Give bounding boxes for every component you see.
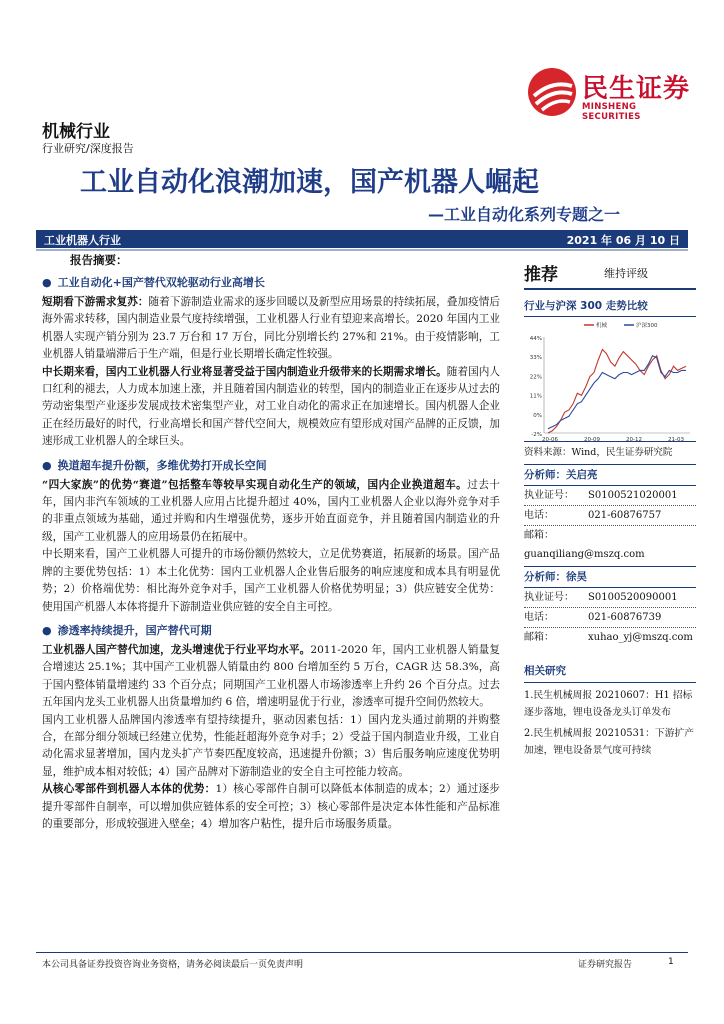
y-tick-label: -2% (531, 432, 542, 438)
summary-column (42, 252, 500, 833)
logo-en: MINSHENG SECURITIES (582, 102, 641, 122)
summary-paragraph: 中长期来看，国内工业机器人行业将显著受益于国内制造业升级带来的长期需求增长。随着国内人口红利的褪去，人力成本加速上涨，并且随着国内制造业的转型，国内的制造业正在逐步从过去的劳动密集型产业逐步发展成技术密集型产业，对工业自动化的需求正在加速增长。国内机器人企业正在经历最好的时代，行业高增长和国产替代空间大，规模效应有望形成对国产品牌的正反馈，加速形成工业机器人的全球巨头。 (42, 365, 501, 448)
bullet-icon: ● (42, 458, 52, 472)
logo-cn: 民生证券 (582, 74, 691, 104)
y-tick-label: 44% (529, 336, 542, 342)
bullet-icon: ● (42, 276, 52, 289)
analyst-title: 分析师：徐昊 (524, 566, 696, 588)
rating-box (524, 256, 696, 290)
analyst-2 (524, 566, 696, 647)
section-title-2: ● 换道超车提升份额，多维优势打开成长空间 (42, 458, 267, 472)
report-type: 行业研究/深度报告 (42, 142, 134, 155)
analyst-mail[interactable]: 邮箱： xuhao_yj@mszq.com (524, 632, 693, 643)
footer-rule (36, 952, 688, 953)
x-tick-label: 20-09 (584, 437, 600, 441)
trend-chart-svg (524, 317, 696, 441)
section-title-3: ● 渗透率持续提升，国产替代可期 (42, 623, 212, 637)
industry-name: 机械行业 (42, 122, 110, 142)
header-bar-shadow (36, 249, 688, 251)
y-tick-label: 11% (529, 393, 542, 400)
related-research (524, 661, 696, 759)
summary-paragraph: 工业机器人国产替代加速，龙头增速优于行业平均水平。2011-2020 年，国内工业机器人销量复合增速达 25.1%；其中国产工业机器人销量由约 800 台增加至约 5 万台，CAGR 达 58.3%，高于国内整体销量增速约 33 个百分点；同期国产工业机器人市场渗透率上升约 26 个百分点。过去五年国内龙头工业机器人出货量增加约 6 倍，增速明显优于行业，渗透率可提升空间仍然较大。 (42, 643, 500, 709)
y-tick-label: 22% (529, 374, 542, 381)
page-number: 1 (668, 957, 674, 967)
y-tick-label: 33% (529, 355, 542, 362)
related-item[interactable]: 2.民生机械周报 20210531：下游扩产加速，锂电设备景气度可持续 (524, 728, 695, 756)
summary-paragraph: 国内工业机器人品牌国内渗透率有望持续提升，驱动因素包括：1）国内龙头通过前期的并购整合，在部分细分领域已经建立优势，性能赶超海外竞争对手；2）受益于国内制造业升级，工业自动化需求显著增加，国内龙头扩产节奏匹配度较高，迅速提升份额；3）售后服务响应速度优势明显，维护成本相对较低；4）国产品牌对下游制造业的安全自主可控能力较高。 (42, 713, 500, 778)
chart-source: 资料来源：Wind，民生证券研究院 (524, 441, 696, 462)
summary-section-1 (42, 274, 500, 451)
footer-disclaimer: 本公司具备证券投资咨询业务资格，请务必阅读最后一页免责声明 (42, 960, 304, 970)
section-title-1: ● 工业自动化+国产替代双轮驱动行业高增长 (42, 276, 265, 289)
related-item[interactable]: 1.民生机械周报 20210607：H1 招标逐步落地，锂电设备龙头订单发布 (524, 690, 693, 718)
industry-tag: 工业机器人行业 (44, 234, 121, 247)
analyst-cert: 执业证号： S0100521020001 (524, 490, 678, 501)
trend-chart (524, 317, 696, 441)
analyst-tel: 电话： 021-60876757 (524, 510, 662, 521)
header-bar (36, 230, 688, 248)
related-title: 相关研究 (524, 661, 696, 683)
series-line (548, 356, 686, 429)
report-date: 2021 年 06 月 10 日 (566, 234, 680, 247)
x-tick-label: 20-06 (542, 437, 558, 441)
footer-label: 证券研究报告 (578, 960, 633, 970)
summary-section-3 (42, 622, 500, 833)
main-title: 工业自动化浪潮加速，国产机器人崛起 (80, 167, 539, 198)
summary-paragraph: “四大家族”的优势“赛道”包括整车等较早实现自动化生产的领域，国内企业换道超车。过去十年，国内非汽车领域的工业机器人应用占比提升超过 40%，国内工业机器人企业以海外竞争对手的非重点领域为基础，通过并购和内生增强优势，逐步开始直面竞争，并且随着国内制造业的升级，国产工业机器人的应用场景仍在拓展中。 (42, 478, 501, 543)
logo-mark-icon (526, 66, 578, 118)
series-line (548, 350, 686, 434)
y-tick-label: 0% (533, 412, 542, 419)
analyst-mail[interactable]: 邮箱：guanqiliang@mszq.com (524, 530, 645, 560)
summary-heading: 报告摘要： (70, 253, 128, 267)
bullet-icon: ● (42, 623, 52, 637)
analyst-cert: 执业证号： S0100520090001 (524, 592, 678, 603)
x-tick-label: 20-12 (626, 437, 642, 441)
analyst-title: 分析师：关启亮 (524, 464, 696, 486)
chart-title: 行业与沪深 300 走势比较 (524, 298, 696, 317)
legend-label: 机械 (596, 323, 608, 329)
summary-section-2 (42, 457, 500, 616)
analyst-1 (524, 464, 696, 564)
sidebar (524, 256, 696, 759)
summary-paragraph: 中长期来看，国产工业机器人可提升的市场份额仍然较大，立足优势赛道，拓展新的场景。国产品牌的主要优势包括：1）本土化优势：国内工业机器人企业售后服务的响应速度和成本具有明显优势；2）价格端优势：相比海外竞争对手，国产工业机器人价格优势明显；3）供应链安全优势：使用国产机器人本体将提升下游制造业供应链的安全自主可控。 (42, 548, 500, 613)
analyst-tel: 电话： 021-60876739 (524, 612, 662, 623)
company-logo (526, 66, 696, 122)
summary-paragraph: 从核心零部件到机器人本体的优势：1）核心零部件自制可以降低本体制造的成本；2）通过逐步提升零部件自制率，可以增加供应链体系的安全可控；3）核心零部件是决定本体性能和产品标准的重要部分，形成较强进入壁垒；4）增加客户粘性，提升后市场服务质量。 (42, 783, 500, 830)
legend-label: 沪深300 (636, 323, 658, 329)
rating: 推荐 (524, 265, 558, 285)
summary-paragraph: 短期看下游需求复苏：随着下游制造业需求的逐步回暖以及新型应用场景的持续拓展，叠加疫情后海外需求转移，国内制造业景气度持续增强，工业机器人行业有望迎来高增长。2020 年国内工业机器人实现产销分别为 23.7 万台和 17 万台，同比分别增长约 27%和 21%。由于疫情影响，工业机器人销量端滞后于生产端，但是行业长期增长确定性较强。 (42, 296, 501, 361)
sub-title: —工业自动化系列专题之一 (427, 205, 620, 224)
rating-note: 维持评级 (604, 267, 648, 280)
x-tick-label: 21-03 (668, 437, 684, 441)
